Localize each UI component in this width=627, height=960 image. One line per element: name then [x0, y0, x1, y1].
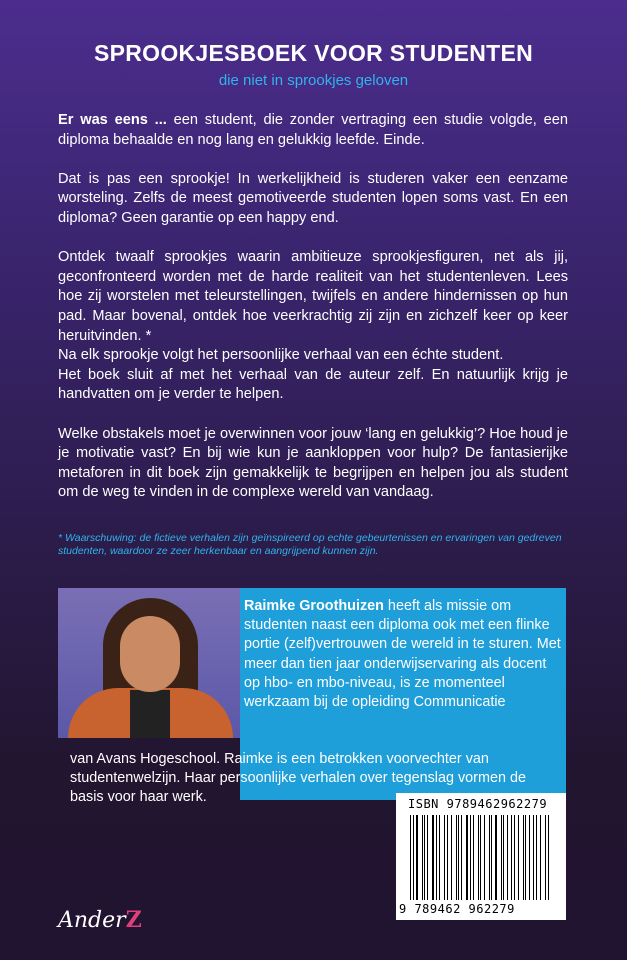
isbn-barcode [396, 793, 566, 920]
author-bio-continued: van Avans Hogeschool. Raimke is een betrokken voorvechter van studentenwelzijn. Haar persoonlijke verhalen over tegenslag vormen de basis voor haar werk. [70, 751, 526, 806]
barcode-bar [410, 815, 411, 900]
blurb-p5: Het boek sluit af met het verhaal van de auteur zelf. En natuurlijk krijg je handvatten om je verder te helpen. [58, 366, 568, 403]
barcode-bar [451, 815, 452, 900]
barcode-bar [439, 815, 440, 900]
logo-text: Ander [58, 908, 126, 933]
blurb [58, 111, 568, 522]
barcode-digits: 9 789462 962279 [399, 902, 515, 916]
blurb-p6: Welke obstakels moet je overwinnen voor jouw ‘lang en gelukkig’? Hoe houd je je motivatie vast? En bij wie kun je aankloppen voor hulp? De fantasierijke metaforen in dit boek zijn gemakkelijk te begrijpen en helpen jou als student om de weg te vinden in de complexe wereld van vandaag. [58, 425, 568, 501]
barcode-bar [461, 815, 462, 900]
barcode-bar [491, 815, 492, 900]
book-subtitle: die niet in sprookjes geloven [218, 72, 409, 89]
blurb-opening: Er was eens ... [58, 112, 167, 128]
publisher-logo [58, 907, 142, 933]
book-title: SPROOKJESBOEK VOOR STUDENTEN [93, 40, 534, 66]
blurb-p4: Na elk sprookje volgt het persoonlijke verhaal van een échte student. [58, 347, 504, 364]
barcode-bar [514, 815, 515, 900]
author-name: Raimke Groothuizen [244, 598, 384, 614]
barcode-bar [507, 815, 508, 900]
barcode-bar [432, 815, 434, 900]
barcode-bar [523, 815, 524, 900]
barcode-bar [545, 815, 546, 900]
barcode-bar [416, 815, 417, 900]
author-bio [244, 597, 564, 712]
blurb-p2: Dat is pas een sprookje! In werkelijkheid is studeren vaker een eenzame worsteling. Zelfs de meest gemotiveerde studenten lopen soms vast. En een diploma? Geen garantie op een happy end. [58, 170, 568, 226]
logo-accent: Z [125, 907, 142, 933]
isbn-label: ISBN 9789462962279 [408, 797, 548, 811]
barcode-bar [473, 815, 474, 900]
barcode-bars [410, 815, 550, 900]
barcode-bar [495, 815, 497, 900]
barcode-bar [427, 815, 428, 900]
barcode-bar [536, 815, 537, 900]
blurb-p3: Ontdek twaalf sprookjes waarin ambitieuze sprookjesfiguren, net als jij, geconfronteerd worden met de harde realiteit van het studentenleven. Lees hoe zij worstelen met teleurstellingen, twijfels en andere hindernissen op hun pad. Maar bovenal, ontdek hoe veerkrachtig zij zijn en zichzelf keer op keer heruitvinden. * [58, 249, 568, 344]
barcode-bar [533, 815, 534, 900]
author-photo [58, 588, 240, 738]
blurb-p1: een student, die zonder vertraging een studie volgde, een diploma behaalde en nog lang en gelukkig leefde. Einde. [58, 112, 568, 148]
footnote-warning: * Waarschuwing: de fictieve verhalen zijn geïnspireerd op echte gebeurtenissen en ervaringen van gedreven studenten, waardoor ze zeer herkenbaar en aangrijpend kunnen zijn. [58, 532, 562, 557]
barcode-bar [484, 815, 485, 900]
author-bio-text: heeft als missie om studenten naast een diploma ook met een flinke portie (zelf)vertrouwen de wereld in te sturen. Met meer dan tien jaar onderwijservaring als docent op hbo- en mbo-niveau, is ze momenteel werkzaam bij de opleiding Communicatie [244, 598, 561, 711]
barcode-bar [466, 815, 467, 900]
barcode-bar [447, 815, 448, 900]
